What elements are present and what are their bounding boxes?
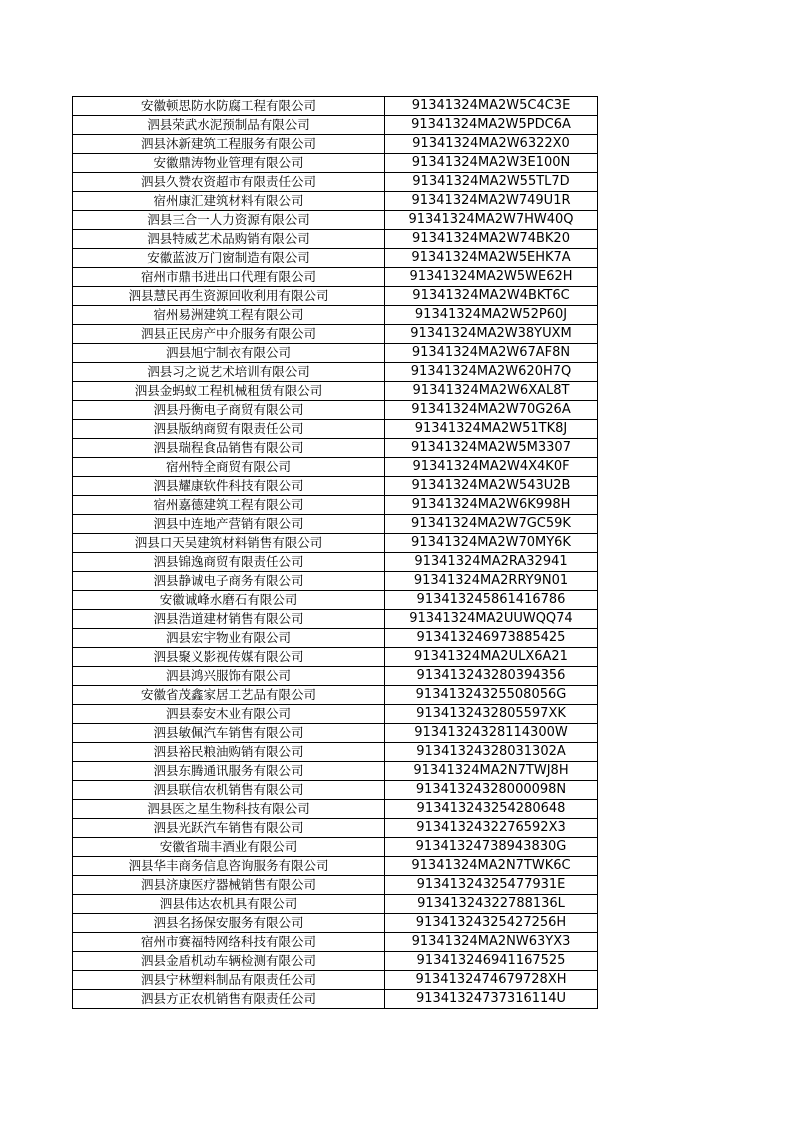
table-row [73,914,598,933]
company-name-cell: 泗县医之星生物科技有限公司 [73,800,385,819]
table-row [73,382,598,401]
credit-code-cell: 91341324MA2W55TL7D [385,173,598,192]
credit-code-cell: 91341324MA2W749U1R [385,192,598,211]
table-row [73,610,598,629]
table-row [73,154,598,173]
credit-code-cell: 91341324MA2W70G26A [385,401,598,420]
credit-code-cell: 91341324325477931E [385,876,598,895]
table-row [73,458,598,477]
company-name-cell: 泗县光跃汽车销售有限公司 [73,819,385,838]
company-name-cell: 安徽鼎涛物业管理有限公司 [73,154,385,173]
table-row [73,686,598,705]
company-name-cell: 泗县口天吴建筑材料销售有限公司 [73,534,385,553]
table-row [73,420,598,439]
table-row [73,116,598,135]
credit-code-cell: 91341324MA2W6K998H [385,496,598,515]
credit-code-cell: 91341324738943830G [385,838,598,857]
table-row [73,743,598,762]
credit-code-cell: 91341324328114300W [385,724,598,743]
company-name-cell: 宿州市赛福特网络科技有限公司 [73,933,385,952]
credit-code-cell: 91341324MA2W38YUXM [385,325,598,344]
table-row [73,724,598,743]
company-registry-table [72,96,598,1009]
company-name-cell: 泗县鸿兴服饰有限公司 [73,667,385,686]
credit-code-cell: 91341324MA2W5PDC6A [385,116,598,135]
table-row [73,762,598,781]
company-name-cell: 泗县金蚂蚁工程机械租赁有限公司 [73,382,385,401]
company-name-cell: 泗县济康医疗器械销售有限公司 [73,876,385,895]
credit-code-cell: 91341324MA2W5EHK7A [385,249,598,268]
table-row [73,857,598,876]
credit-code-cell: 91341324MA2W6XAL8T [385,382,598,401]
table-row [73,990,598,1009]
credit-code-cell: 9134132474679728XH [385,971,598,990]
credit-code-cell: 91341324MA2W70MY6K [385,534,598,553]
credit-code-cell: 91341324MA2NW63YX3 [385,933,598,952]
table-row [73,629,598,648]
company-name-cell: 泗县裕民粮油购销有限公司 [73,743,385,762]
company-name-cell: 泗县习之说艺术培训有限公司 [73,363,385,382]
table-row [73,553,598,572]
company-name-cell: 泗县方正农机销售有限责任公司 [73,990,385,1009]
credit-code-cell: 91341324MA2W7GC59K [385,515,598,534]
company-name-cell: 泗县金盾机动车辆检测有限公司 [73,952,385,971]
table-row [73,97,598,116]
table-row [73,838,598,857]
company-name-cell: 泗县宁林塑料制品有限责任公司 [73,971,385,990]
table-row [73,249,598,268]
table-row [73,515,598,534]
credit-code-cell: 91341324325427256H [385,914,598,933]
credit-code-cell: 91341324MA2RA32941 [385,553,598,572]
company-name-cell: 宿州市鼎书进出口代理有限公司 [73,268,385,287]
company-name-cell: 泗县正民房产中介服务有限公司 [73,325,385,344]
table-row [73,971,598,990]
credit-code-cell: 91341324MA2W6322X0 [385,135,598,154]
company-name-cell: 泗县特威艺术品购销有限公司 [73,230,385,249]
table-row [73,287,598,306]
company-name-cell: 泗县中连地产营销有限公司 [73,515,385,534]
credit-code-cell: 91341324MA2W51TK8J [385,420,598,439]
table-row [73,230,598,249]
credit-code-cell: 91341324MA2W74BK20 [385,230,598,249]
company-name-cell: 安徽蓝波万门窗制造有限公司 [73,249,385,268]
table-body [73,97,598,1009]
table-row [73,876,598,895]
table-row [73,192,598,211]
company-name-cell: 泗县久赞农资超市有限责任公司 [73,173,385,192]
company-name-cell: 泗县东腾通讯服务有限公司 [73,762,385,781]
table-row [73,667,598,686]
credit-code-cell: 91341324MA2W52P60J [385,306,598,325]
company-name-cell: 安徽诚峰水磨石有限公司 [73,591,385,610]
company-name-cell: 安徽省瑞丰酒业有限公司 [73,838,385,857]
company-name-cell: 安徽省茂鑫家居工艺品有限公司 [73,686,385,705]
table-row [73,534,598,553]
credit-code-cell: 91341324MA2ULX6A21 [385,648,598,667]
credit-code-cell: 913413246941167525 [385,952,598,971]
table-row [73,211,598,230]
credit-code-cell: 91341324MA2W3E100N [385,154,598,173]
company-name-cell: 泗县沐新建筑工程服务有限公司 [73,135,385,154]
credit-code-cell: 91341324322788136L [385,895,598,914]
credit-code-cell: 91341324MA2N7TWK6C [385,857,598,876]
table-row [73,363,598,382]
company-name-cell: 泗县名扬保安服务有限公司 [73,914,385,933]
table-row [73,439,598,458]
company-name-cell: 泗县慧民再生资源回收利用有限公司 [73,287,385,306]
table-row [73,173,598,192]
credit-code-cell: 91341324MA2W4X4K0F [385,458,598,477]
credit-code-cell: 91341324MA2W5WE62H [385,268,598,287]
company-name-cell: 泗县伟达农机具有限公司 [73,895,385,914]
company-name-cell: 泗县联信农机销售有限公司 [73,781,385,800]
company-name-cell: 泗县聚义影视传媒有限公司 [73,648,385,667]
company-name-cell: 宿州特全商贸有限公司 [73,458,385,477]
credit-code-cell: 91341324MA2W5M3307 [385,439,598,458]
table-row [73,952,598,971]
credit-code-cell: 91341324328031302A [385,743,598,762]
company-name-cell: 泗县华丰商务信息咨询服务有限公司 [73,857,385,876]
credit-code-cell: 913413245861416786 [385,591,598,610]
credit-code-cell: 913413243280394356 [385,667,598,686]
credit-code-cell: 91341324MA2W67AF8N [385,344,598,363]
table-row [73,895,598,914]
table-row [73,477,598,496]
credit-code-cell: 9134132432805597XK [385,705,598,724]
table-row [73,306,598,325]
credit-code-cell: 91341324MA2W7HW40Q [385,211,598,230]
company-name-cell: 泗县泰安木业有限公司 [73,705,385,724]
table-row [73,572,598,591]
company-name-cell: 泗县锦逸商贸有限责任公司 [73,553,385,572]
company-name-cell: 泗县版纳商贸有限责任公司 [73,420,385,439]
table-row [73,344,598,363]
company-name-cell: 安徽顿思防水防腐工程有限公司 [73,97,385,116]
company-name-cell: 宿州易洲建筑工程有限公司 [73,306,385,325]
credit-code-cell: 91341324325508056G [385,686,598,705]
company-name-cell: 泗县静诚电子商务有限公司 [73,572,385,591]
table-row [73,496,598,515]
credit-code-cell: 91341324MA2W5C4C3E [385,97,598,116]
table-row [73,800,598,819]
table-row [73,933,598,952]
credit-code-cell: 91341324MA2N7TWJ8H [385,762,598,781]
table-row [73,705,598,724]
credit-code-cell: 913413246973885425 [385,629,598,648]
credit-code-cell: 91341324328000098N [385,781,598,800]
company-name-cell: 宿州嘉德建筑工程有限公司 [73,496,385,515]
credit-code-cell: 9134132432276592X3 [385,819,598,838]
table-row [73,819,598,838]
company-name-cell: 泗县丹衡电子商贸有限公司 [73,401,385,420]
table-row [73,268,598,287]
company-name-cell: 泗县浩道建材销售有限公司 [73,610,385,629]
company-name-cell: 泗县旭宁制衣有限公司 [73,344,385,363]
company-name-cell: 泗县瑞程食品销售有限公司 [73,439,385,458]
credit-code-cell: 91341324MA2W620H7Q [385,363,598,382]
company-name-cell: 泗县荣武水泥预制品有限公司 [73,116,385,135]
table-row [73,648,598,667]
table-row [73,591,598,610]
credit-code-cell: 91341324MA2W543U2B [385,477,598,496]
credit-code-cell: 91341324MA2W4BKT6C [385,287,598,306]
company-name-cell: 宿州康汇建筑材料有限公司 [73,192,385,211]
company-name-cell: 泗县宏宇物业有限公司 [73,629,385,648]
credit-code-cell: 91341324MA2RRY9N01 [385,572,598,591]
credit-code-cell: 913413243254280648 [385,800,598,819]
company-name-cell: 泗县耀康软件科技有限公司 [73,477,385,496]
credit-code-cell: 91341324MA2UUWQQ74 [385,610,598,629]
table-row [73,781,598,800]
table-row [73,325,598,344]
credit-code-cell: 91341324737316114U [385,990,598,1009]
company-name-cell: 泗县敏佩汽车销售有限公司 [73,724,385,743]
table-row [73,135,598,154]
table-row [73,401,598,420]
company-name-cell: 泗县三合一人力资源有限公司 [73,211,385,230]
